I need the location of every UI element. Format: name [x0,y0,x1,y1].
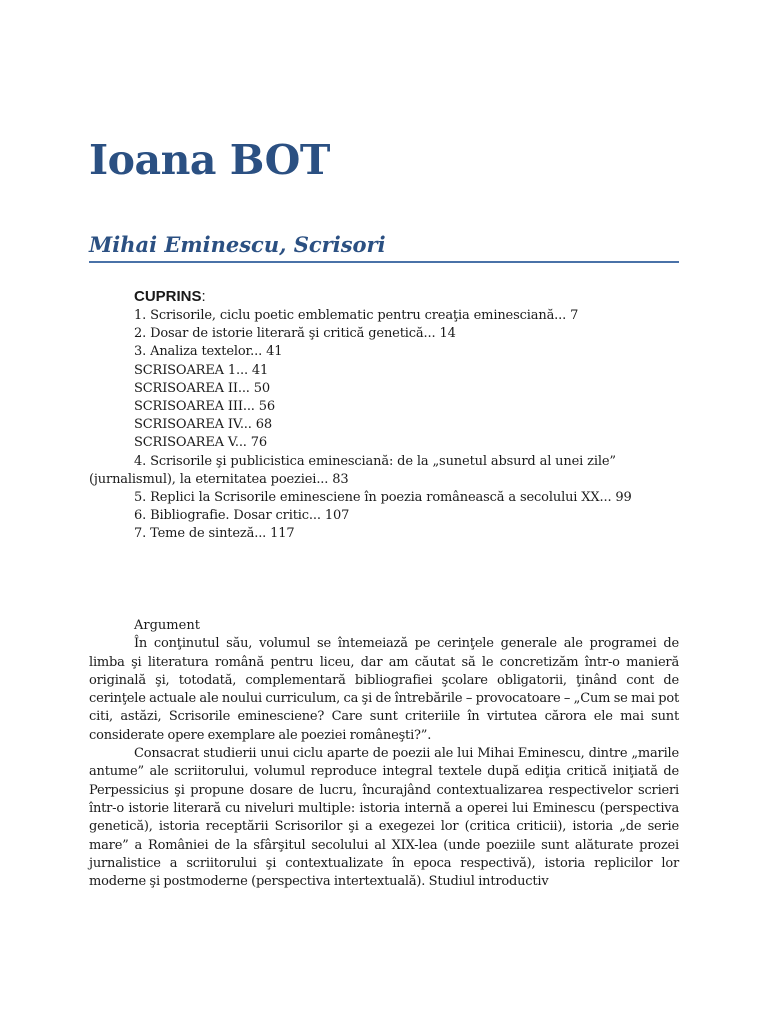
argument-paragraph: În conţinutul său, volumul se întemeiază pe cerinţele generale ale programei de limba şi literatura română pentru liceu, dar am căutat să le concretizăm într-o manieră originală şi, totodată, complementară bibliografiei şcolare obligatorii, ţinând cont de cerinţele actuale ale noului curriculum, ca şi de întrebările – provocatoare – „Cum se mai pot citi, astăzi, Scrisorile eminesciene? Care sunt criteriile în virtutea cărora ele mai sunt considerate opere exemplare ale poeziei româneşti?”. [89,636,679,743]
toc-heading-label: CUPRINS [134,288,202,305]
toc-entry: SCRISOAREA V... 76 [134,435,268,451]
author-name: Ioana BOT [89,136,330,184]
toc-entry: 1. Scrisorile, ciclu poetic emblematic pentru creaţia eminesciană... 7 [134,308,579,323]
toc-entry: 3. Analiza textelor... 41 [134,344,283,360]
toc-heading-colon: : [201,288,206,305]
argument-heading: Argument [134,618,200,633]
argument-section [89,617,679,891]
toc-entry: 7. Teme de sinteză... 117 [134,526,295,542]
toc-entry: 5. Replici la Scrisorile eminesciene în poezia românească a secolului XX... 99 [134,490,632,506]
table-of-contents [89,287,679,544]
toc-entry: SCRISOAREA IV... 68 [134,417,272,433]
toc-heading [89,287,679,307]
toc-entry: 4. Scrisorile şi publicistica eminesciană: de la „sunetul absurd al unei zile” (jurnalismul), la eternitatea poeziei... 83 [89,453,616,487]
title-underline-rule [89,261,679,263]
argument-paragraph: Consacrat studierii unui ciclu aparte de poezii ale lui Mihai Eminescu, dintre „marile antume” ale scriitorului, volumul reproduce integral textele după ediţia critică iniţiată de Perpessicius şi propune dosare de lucru, încurajând contextualizarea respectivelor scrieri într-o istorie literară cu niveluri multiple: istoria internă a operei lui Eminescu (perspectiva genetică), istoria receptării Scrisorilor şi a exegezei lor (critica criticii), istoria „de serie mare” a României de la sfârşitul secolului al XIX-lea (unde poeziile sunt alăturate prozei jurnalistice a scriitorului şi contextualizate în epoca respectivă), istoria replicilor lor moderne şi postmoderne (perspectiva intertextuală). Studiul introductiv [89,746,679,890]
toc-entry: SCRISOAREA II... 50 [134,380,271,396]
toc-list [89,307,679,544]
toc-entry: SCRISOAREA III... 56 [134,399,276,415]
book-title: Mihai Eminescu, Scrisori [89,232,386,257]
toc-entry: 2. Dosar de istorie literară şi critică genetică... 14 [134,326,456,342]
toc-entry: 6. Bibliografie. Dosar critic... 107 [134,508,350,524]
toc-entry: SCRISOAREA 1... 41 [134,362,269,378]
